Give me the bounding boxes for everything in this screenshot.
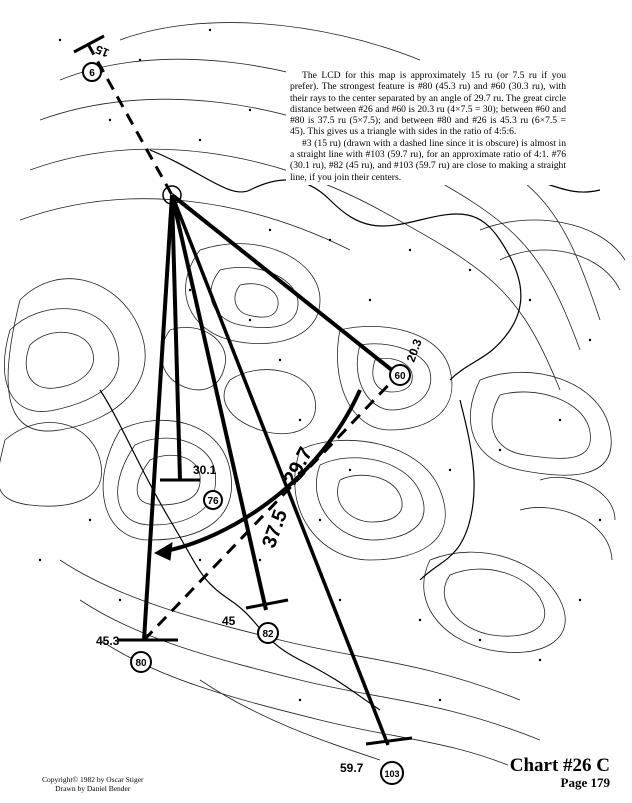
label-15: 15 bbox=[93, 42, 112, 61]
marker-76 bbox=[204, 491, 222, 509]
dashed-ray-3 bbox=[88, 44, 172, 195]
marker-60 bbox=[390, 365, 410, 385]
chart-title: Chart #26 C bbox=[509, 755, 610, 776]
label-59-7: 59.7 bbox=[340, 761, 364, 775]
caption-paragraph-2: #3 (15 ru) (drawn with a dashed line since it is obscure) is almost in a straight line with #103 (59.7 ru), for an approximate ratio of 4:1. #76 (30.1 ru), #82 (45 ru), and #103 (59.7 ru) are close to making a straight line, if you join their centers. bbox=[290, 137, 566, 183]
svg-text:103: 103 bbox=[384, 769, 400, 779]
marker-3 bbox=[83, 63, 101, 81]
label-45: 45 bbox=[222, 614, 236, 628]
marker-80 bbox=[131, 652, 151, 672]
label-37-5: 37.5 bbox=[258, 506, 293, 552]
caption-text bbox=[286, 68, 570, 185]
ray-76 bbox=[172, 195, 180, 480]
label-30-1: 30.1 bbox=[193, 463, 217, 477]
arc-arrowhead bbox=[155, 543, 172, 560]
ray-80 bbox=[144, 195, 172, 640]
chart-title-block bbox=[508, 756, 612, 790]
drawn-by-line: Drawn by Daniel Bender bbox=[55, 783, 131, 793]
page-number: Page 179 bbox=[560, 775, 610, 790]
svg-text:76: 76 bbox=[207, 496, 219, 507]
svg-text:60: 60 bbox=[394, 371, 406, 382]
caption-paragraph-1: The LCD for this map is approximately 15 ru (or 7.5 ru if you prefer). The strongest feature is #80 (45.3 ru) and #60 (30.3 ru), with their rays to the center separated by an angle of 29.7 ru. The great circle distance between #26 and #60 is 20.3 ru (4×7.5 = 30); between #60 and #80 is 37.5 ru (5×7.5); and between #80 and #26 is 45.3 ru (6×7.5 = 45). This gives us a triangle with sides in the ratio of 4:5:6. bbox=[290, 70, 566, 138]
svg-text:82: 82 bbox=[262, 629, 274, 640]
marker-82 bbox=[258, 623, 278, 643]
label-29-7: 29.7 bbox=[279, 443, 318, 489]
label-20-3: 20.3 bbox=[403, 337, 425, 364]
copyright-line: Copyright© 1982 by Oscar Stiger bbox=[42, 775, 144, 784]
marker-103 bbox=[381, 762, 403, 784]
svg-text:80: 80 bbox=[135, 658, 147, 669]
svg-text:6: 6 bbox=[89, 68, 95, 79]
copyright bbox=[42, 776, 144, 793]
label-45-3: 45.3 bbox=[96, 634, 120, 648]
